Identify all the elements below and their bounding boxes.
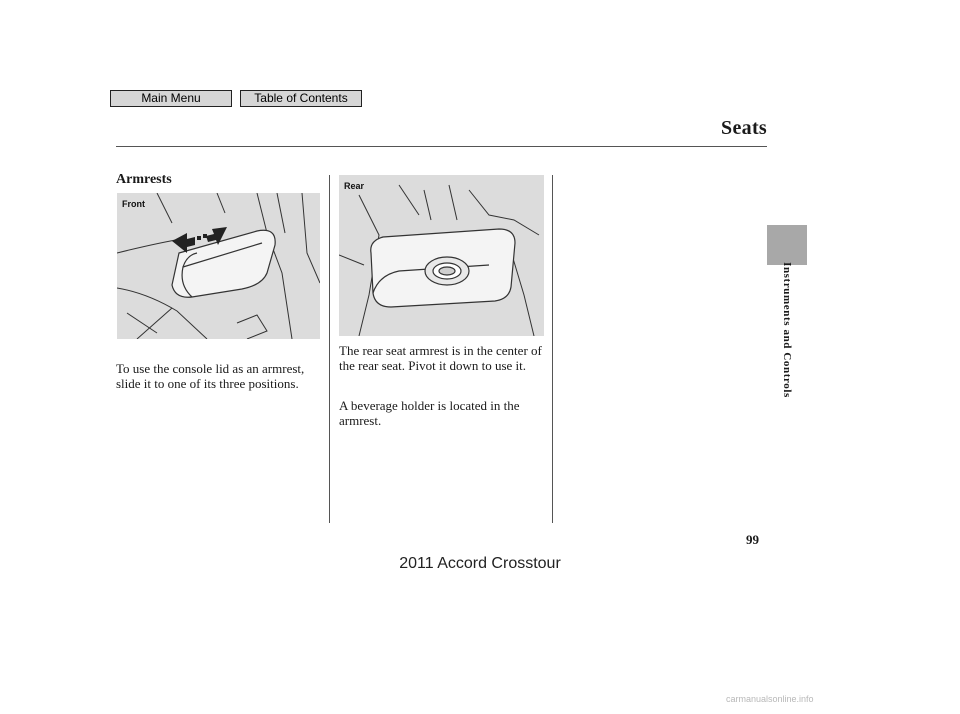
front-console-drawing: [117, 193, 320, 339]
column-divider-right: [552, 175, 553, 523]
rear-armrest-illustration: [339, 175, 544, 336]
rear-figure-label: Rear: [344, 181, 365, 191]
section-title: Seats: [721, 117, 767, 139]
manual-title: 2011 Accord Crosstour: [399, 555, 561, 572]
armrests-heading: Armrests: [116, 172, 172, 187]
front-figure-label: Front: [122, 199, 145, 209]
table-of-contents-button[interactable]: Table of Contents: [240, 90, 362, 107]
rear-armrest-text: The rear seat armrest is in the center of the rear seat. Pivot it down to use it.: [339, 343, 542, 373]
header-divider: [116, 146, 767, 147]
chapter-tab: [767, 225, 807, 265]
rear-armrest-drawing: [339, 175, 544, 336]
watermark: carmanualsonline.info: [726, 694, 814, 704]
front-armrest-text: To use the console lid as an armrest, slide it to one of its three positions.: [116, 361, 305, 391]
main-menu-button[interactable]: Main Menu: [110, 90, 232, 107]
front-armrest-illustration: [117, 193, 320, 339]
chapter-title: Instruments and Controls: [781, 262, 793, 398]
page-number: 99: [746, 532, 759, 547]
column-divider-left: [329, 175, 330, 523]
beverage-holder-text: A beverage holder is located in the armrest.: [339, 398, 520, 428]
